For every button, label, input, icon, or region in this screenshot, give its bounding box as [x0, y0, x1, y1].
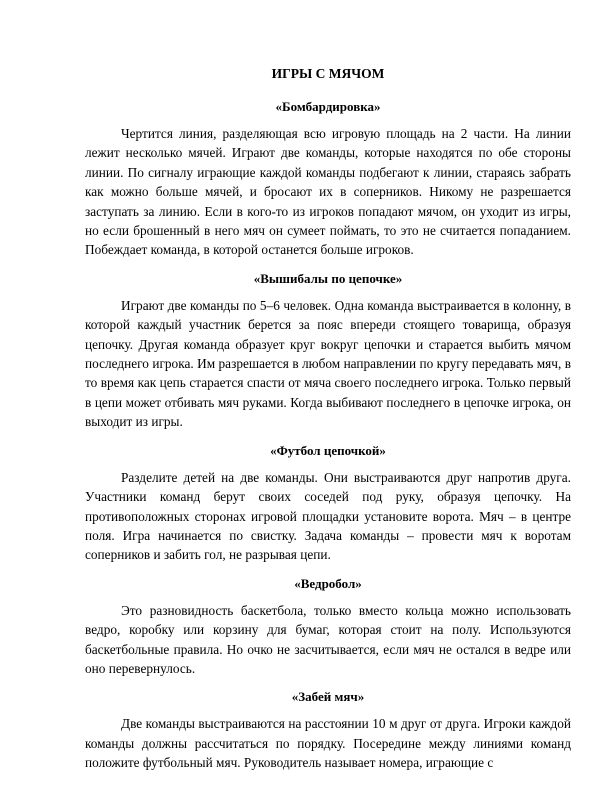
document-body: [85, 66, 571, 773]
section-text-zabey-myach: Две команды выстраиваются на расстоянии 10 м друг от друга. Игроки каждой команды должны рассчитаться по порядку. Посередине между линиями команд положите футбольный мяч. Руководитель называет номера, играющие с: [85, 716, 571, 771]
document-title: ИГРЫ С МЯЧОМ: [271, 66, 385, 81]
section-heading-zabey-myach: «Забей мяч»: [291, 689, 365, 705]
section-heading-vedrobol: «Ведробол»: [294, 575, 362, 591]
section-heading-vyshibaly: «Вышибалы по цепочке»: [253, 270, 403, 286]
section-heading-bombardirovka: «Бомбардировка»: [275, 99, 381, 114]
section-text-vedrobol: Это разновидность баскетбола, только вместо кольца можно использовать ведро, коробку или корзину для бумаг, которая стоит на полу. Используются баскетбольные правила. Но очко не засчитывается, если мяч не остался в ведре или оно перевернулось.: [85, 602, 571, 676]
section-text-futbol-tsepochkoy: Разделите детей на две команды. Они выстраиваются друг напротив друга. Участники команд берут своих соседей под руку, образуя цепочку. На противоположных сторонах игровой площадки установите ворота. Мяч – в центре поля. Игра начинается по свистку. Задача команды – провести мяч к воротам соперников и забить гол, не разрывая цепи.: [85, 469, 571, 563]
section-text-bombardirovka: Чертится линия, разделяющая всю игровую площадь на 2 части. На линии лежит несколько мячей. Играют две команды, которые находятся по обе стороны линии. По сигналу играющие каждой команды подбегают к линии, стараясь забрать как можно больше мячей, и бросают их в соперников. Никому не разрешается заступать за линию. Если в кого-то из игроков попадают мячом, он уходит из игры, но если брошенный в него мяч он сумеет поймать, то это не считается попаданием. Побеждает команда, в которой останется больше игроков.: [85, 126, 571, 258]
section-text-vyshibaly: Играют две команды по 5–6 человек. Одна команда выстраивается в колонну, в которой каждый участник берется за пояс впереди стоящего товарища, образуя цепочку. Другая команда образует круг вокруг цепочки и старается выбить мячом последнего игрока. Им разрешается в любом направлении по кругу передавать мяч, в то время как цепь старается спасти от мяча своего последнего игрока. Только первый в цепи может отбивать мяч руками. Когда выбивают последнего в цепочке игрока, он выходит из игры.: [85, 297, 571, 430]
section-heading-futbol-tsepochkoy: «Футбол цепочкой»: [270, 442, 386, 458]
